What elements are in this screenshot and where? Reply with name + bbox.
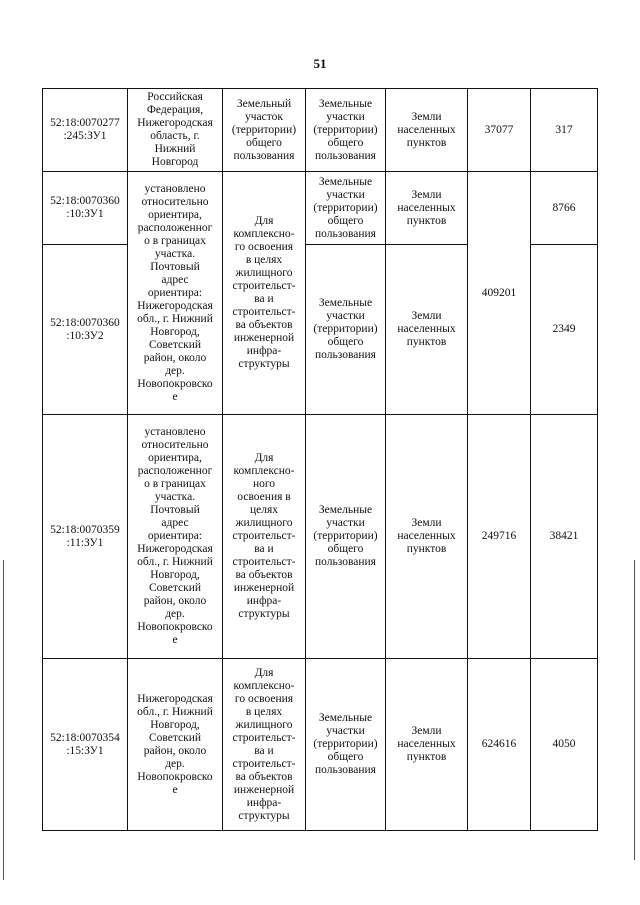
cell-permitted-use: Земельные участки (территории) общего пользования bbox=[313, 504, 378, 568]
cell-category: Земли населенных пунктов bbox=[397, 725, 456, 763]
cell-total-area: 624616 bbox=[481, 738, 517, 750]
cell-location: Российская Федерация, Нижегородская область, г. Нижний Новгород bbox=[137, 91, 213, 168]
cell-cadastral: 52:18:0070359 :11:ЗУ1 bbox=[50, 523, 120, 549]
cell-cadastral: 52:18:0070360 :10:ЗУ1 bbox=[50, 195, 120, 220]
cell-purpose: Для комплексно- го освоения в целях жилищного строительст- ва и строительст- ва объектов инженерной инфра- структуры bbox=[232, 666, 296, 822]
cell-purpose: Земельный участок (территории) общего пользования bbox=[231, 97, 297, 162]
cell-location-merged: установлено относительно ориентира, расположенног о в границах участка. Почтовый адрес ориентира: Нижегородская обл., г. Нижний Новгород, Советский район, около дер. Новопокровско е bbox=[137, 182, 213, 403]
cell-total-area-merged: 409201 bbox=[481, 286, 517, 299]
cell-cadastral: 52:18:0070354 :15:ЗУ1 bbox=[50, 731, 120, 757]
cell-location: Нижегородская обл., г. Нижний Новгород, Советский район, около дер. Новопокровско е bbox=[137, 692, 213, 796]
cell-category: Земли населенных пунктов bbox=[397, 188, 456, 227]
scan-edge-mark bbox=[634, 560, 635, 860]
cell-location: установлено относительно ориентира, расположенног о в границах участка. Почтовый адрес ориентира: Нижегородская обл., г. Нижний Новгород, Советский район, около дер. Новопокровско е bbox=[137, 426, 213, 646]
scan-edge-mark bbox=[3, 560, 4, 880]
cell-total-area: 249716 bbox=[481, 530, 517, 542]
cell-cadastral: 52:18:0070277 :245:ЗУ1 bbox=[50, 117, 120, 142]
cell-category: Земли населенных пунктов bbox=[397, 110, 456, 149]
cell-permitted-use: Земельные участки (территории) общего пользования bbox=[313, 297, 378, 361]
cell-category: Земли населенных пунктов bbox=[397, 310, 456, 348]
cell-area: 317 bbox=[555, 123, 573, 136]
cell-cadastral: 52:18:0070360 :10:ЗУ2 bbox=[50, 316, 120, 342]
cell-area: 2349 bbox=[552, 323, 576, 335]
cell-area: 38421 bbox=[549, 530, 579, 542]
cell-permitted-use: Земельные участки (территории) общего пользования bbox=[313, 97, 378, 162]
cell-permitted-use: Земельные участки (территории) общего пользования bbox=[313, 175, 378, 240]
cell-area: 8766 bbox=[552, 201, 576, 214]
page-number: 51 bbox=[313, 56, 327, 71]
cell-total-area: 37077 bbox=[484, 123, 514, 136]
cell-purpose: Для комплексно- ного освоения в целях жилищного строительст- ва и строительст- ва объектов инженерной инфра- структуры bbox=[232, 452, 296, 620]
cell-area: 4050 bbox=[552, 738, 576, 750]
cell-category: Земли населенных пунктов bbox=[397, 517, 456, 555]
cell-permitted-use: Земельные участки (территории) общего пользования bbox=[313, 712, 378, 776]
cell-purpose-merged: Для комплексно- го освоения в целях жилищного строительст- ва и строительст- ва объектов инженерной инфра- структуры bbox=[232, 215, 296, 370]
